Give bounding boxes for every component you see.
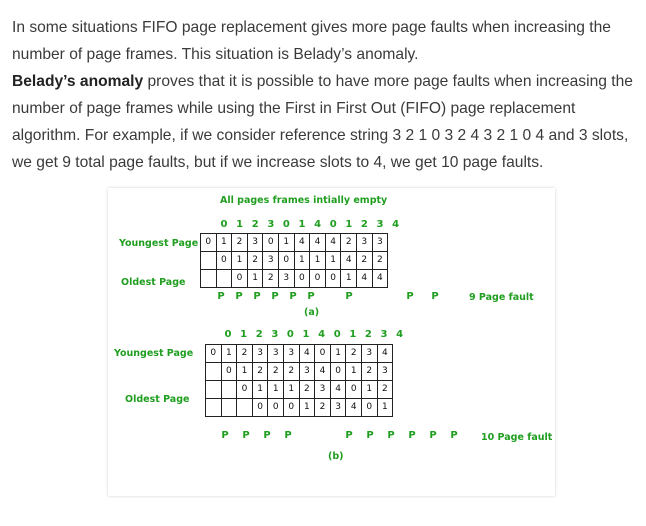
anomaly-term: Belady’s anomaly [12,73,144,90]
frame-cell-a: 2 [356,251,373,270]
reference-page-a: 1 [345,219,353,230]
reference-page-b: 3 [380,329,388,340]
page-fault-mark-b: P [387,430,395,441]
frame-cell-b: 0 [314,344,331,363]
frame-cell-a: 2 [372,251,389,270]
frame-cell-a: 4 [372,269,389,288]
frame-cell-a [216,269,233,288]
youngest-page-label-a: Youngest Page [119,238,199,249]
frame-cell-a: 0 [294,269,311,288]
frame-cell-a [200,251,217,270]
frame-cell-b: 1 [377,398,394,417]
reference-page-b: 1 [349,329,357,340]
reference-page-a: 2 [360,219,368,230]
frame-cell-b: 2 [252,362,269,381]
frame-cell-b: 2 [299,380,316,399]
frame-cell-b: 1 [345,362,362,381]
reference-page-b: 0 [286,329,294,340]
frame-cell-b: 0 [252,398,269,417]
frame-cell-b [205,380,222,399]
frame-cell-b: 1 [221,344,238,363]
frame-cell-b: 0 [236,380,253,399]
frame-cell-b: 2 [361,362,378,381]
frame-cell-b [205,398,222,417]
frame-cell-b: 4 [345,398,362,417]
reference-page-a: 0 [220,219,228,230]
frame-cell-b: 1 [236,362,253,381]
reference-page-a: 4 [314,219,322,230]
frame-cell-a: 1 [325,251,342,270]
frame-cell-b: 3 [283,344,300,363]
frame-cell-a: 4 [325,233,342,252]
reference-page-a: 0 [282,219,290,230]
frame-cell-b: 0 [267,398,284,417]
frame-cell-b: 1 [361,380,378,399]
frame-cell-b: 1 [283,380,300,399]
frame-cell-a: 0 [216,251,233,270]
reference-page-b: 1 [240,329,248,340]
frame-cell-b: 3 [267,344,284,363]
frame-cell-b: 1 [252,380,269,399]
frame-cell-a: 2 [340,233,357,252]
page-fault-mark-a: P [253,291,261,302]
frame-cell-a: 0 [309,269,326,288]
frame-cell-b: 2 [345,344,362,363]
fault-count-b: 10 Page fault [481,432,553,443]
page-fault-mark-b: P [263,430,271,441]
frame-cell-b: 2 [377,380,394,399]
page-fault-mark-b: P [242,430,250,441]
frame-cell-a: 3 [356,233,373,252]
frame-cell-a: 1 [294,251,311,270]
frame-cell-b: 4 [330,380,347,399]
reference-page-a: 4 [392,219,400,230]
frame-cell-b: 0 [330,362,347,381]
reference-page-a: 1 [236,219,244,230]
page-fault-mark-a: P [271,291,279,302]
frame-cell-b: 2 [236,344,253,363]
frame-cell-a: 0 [262,233,279,252]
frame-cell-b: 3 [377,362,394,381]
reference-page-b: 2 [255,329,263,340]
frame-cell-b: 4 [299,344,316,363]
page-fault-mark-b: P [284,430,292,441]
page-fault-mark-a: P [235,291,243,302]
frame-cell-a: 1 [309,251,326,270]
frame-cell-a: 1 [231,251,248,270]
frame-cell-b: 3 [299,362,316,381]
page-fault-mark-a: P [217,291,225,302]
reference-page-a: 3 [376,219,384,230]
frame-cell-b: 1 [267,380,284,399]
caption-b: (b) [328,451,344,462]
page-fault-mark-a: P [289,291,297,302]
page-fault-mark-b: P [221,430,229,441]
frame-cell-a: 0 [200,233,217,252]
frame-cell-a: 3 [278,269,295,288]
frame-cell-b: 0 [221,362,238,381]
frame-cell-b: 3 [314,380,331,399]
reference-page-b: 4 [396,329,404,340]
frame-cell-b [205,362,222,381]
caption-a: (a) [304,307,320,318]
reference-page-b: 3 [271,329,279,340]
frame-cell-b: 0 [283,398,300,417]
intro-paragraph: In some situations FIFO page replacement gives more page faults when increasing the number of page frames. This situation is Belady’s anomaly. [12,19,611,63]
frame-cell-b: 3 [361,344,378,363]
frame-cell-b: 4 [314,362,331,381]
frame-cell-a: 1 [340,269,357,288]
frame-cell-b: 2 [314,398,331,417]
reference-page-b: 4 [318,329,326,340]
page-fault-mark-b: P [366,430,374,441]
frame-cell-a: 4 [309,233,326,252]
frame-cell-a [200,269,217,288]
page-fault-mark-b: P [450,430,458,441]
page-fault-mark-a: P [406,291,414,302]
reference-page-a: 3 [267,219,275,230]
reference-page-a: 2 [251,219,259,230]
reference-page-b: 0 [224,329,232,340]
reference-page-a: 1 [298,219,306,230]
frame-cell-b [221,398,238,417]
fault-count-a: 9 Page fault [469,292,534,303]
belady-anomaly-figure [108,188,555,496]
frame-cell-b: 0 [205,344,222,363]
frame-cell-b: 2 [283,362,300,381]
frame-cell-a: 0 [231,269,248,288]
frame-cell-b: 3 [252,344,269,363]
frame-cell-a: 1 [216,233,233,252]
frame-cell-a: 2 [231,233,248,252]
frame-cell-b [236,398,253,417]
frame-cell-b: 0 [361,398,378,417]
page-fault-mark-b: P [429,430,437,441]
reference-page-b: 0 [333,329,341,340]
figure-title: All pages frames intially empty [220,195,388,206]
anomaly-paragraph [12,68,644,176]
frame-cell-b: 0 [345,380,362,399]
oldest-page-label-a: Oldest Page [121,277,186,288]
frame-cell-a: 4 [294,233,311,252]
frame-cell-a: 0 [325,269,342,288]
frame-cell-a: 1 [278,233,295,252]
page-fault-mark-a: P [345,291,353,302]
page-fault-mark-b: P [345,430,353,441]
anomaly-explanation: proves that it is possible to have more page faults when increasing the number of page frames while using the First in First Out (FIFO) page replacement algorithm. For example, if we consider reference string 3 2 1 0 3 2 4 3 2 1 0 4 and 3 slots, we get 9 total page faults, but if we increase slots to 4, we get 10 page faults. [12,73,633,171]
frame-cell-b: 3 [330,398,347,417]
frame-cell-a: 0 [278,251,295,270]
reference-page-b: 1 [302,329,310,340]
frame-cell-a: 4 [356,269,373,288]
frame-cell-b: 4 [377,344,394,363]
frame-cell-a: 3 [262,251,279,270]
frame-cell-b: 1 [299,398,316,417]
frame-cell-b: 2 [267,362,284,381]
frame-cell-a: 1 [247,269,264,288]
frame-cell-a: 2 [262,269,279,288]
oldest-page-label-b: Oldest Page [125,394,190,405]
reference-page-a: 0 [329,219,337,230]
reference-page-b: 2 [364,329,372,340]
youngest-page-label-b: Youngest Page [114,348,194,359]
frame-cell-a: 3 [247,233,264,252]
frame-cell-a: 4 [340,251,357,270]
page-fault-mark-a: P [431,291,439,302]
page-fault-mark-b: P [408,430,416,441]
frame-cell-b: 1 [330,344,347,363]
frame-cell-a: 3 [372,233,389,252]
frame-cell-b [221,380,238,399]
page-fault-mark-a: P [307,291,315,302]
frame-cell-a: 2 [247,251,264,270]
